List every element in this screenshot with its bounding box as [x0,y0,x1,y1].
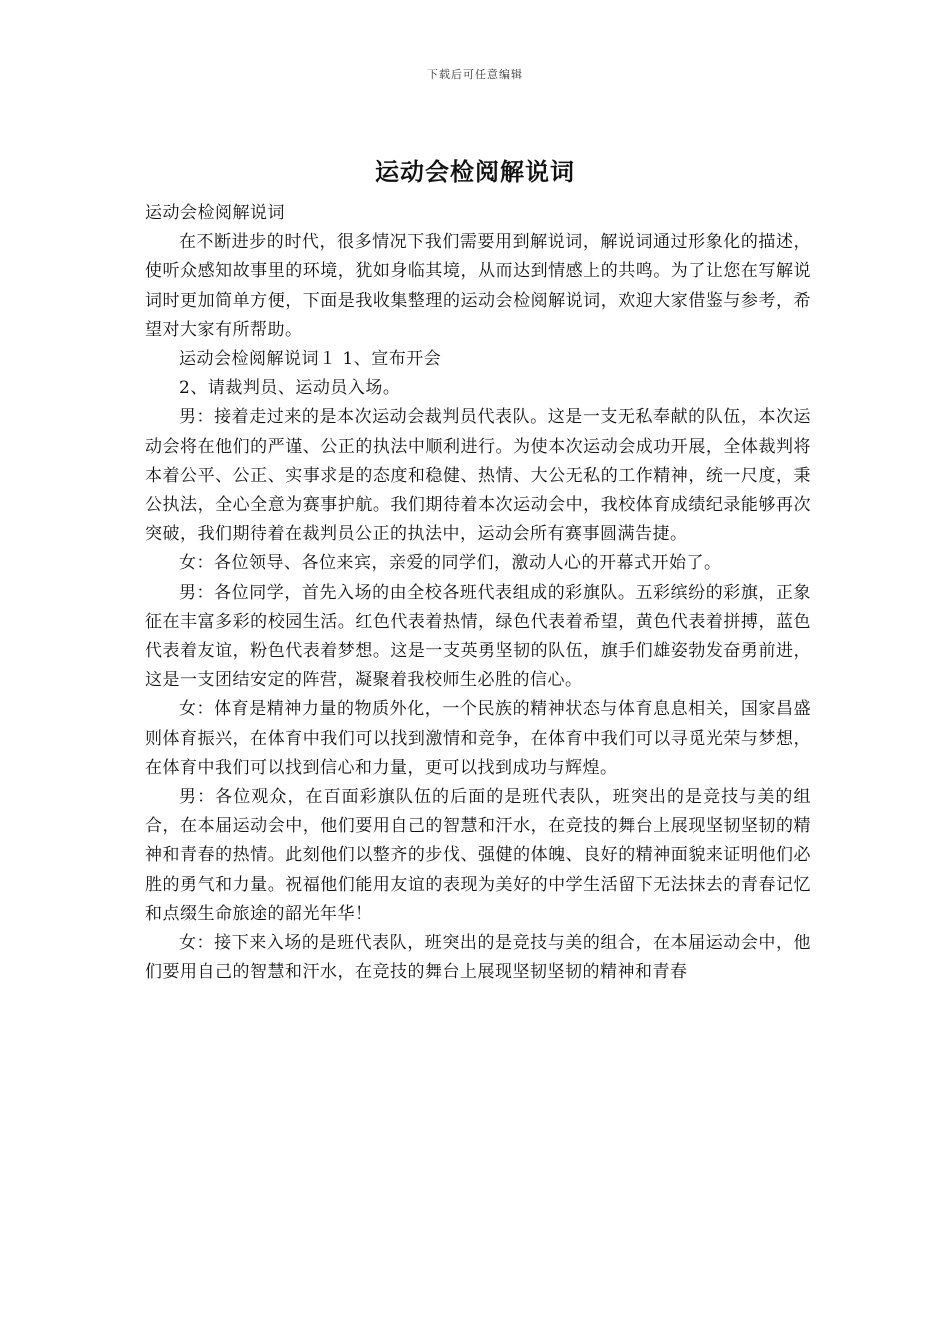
document-body [145,199,811,987]
speech-paragraph: 男：接着走过来的是本次运动会裁判员代表队。这是一支无私奉献的队伍，本次运动会将在他们的严谨、公正的执法中顺利进行。为使本次运动会成功开展，全体裁判将本着公平、公正、实事求是的态度和稳健、热情、大公无私的工作精神，统一尺度，秉公执法，全心全意为赛事护航。我们期待着本次运动会中，我校体育成绩纪录能够再次突破，我们期待着在裁判员公正的执法中，运动会所有赛事圆满告捷。 [145,407,811,545]
speech-paragraph: 女：体育是精神力量的物质外化，一个民族的精神状态与体育息息相关，国家昌盛则体育振兴，在体育中我们可以找到激情和竞争，在体育中我们可以寻觅光荣与梦想，在体育中我们可以找到信心和力量，更可以找到成功与辉煌。 [145,699,811,778]
speech-paragraph: 女：接下来入场的是班代表队，班突出的是竞技与美的组合，在本届运动会中，他们要用自己的智慧和汗水，在竞技的舞台上展现坚韧坚韧的精神和青春 [145,933,811,983]
page-header-note: 下载后可任意编辑 [427,68,523,81]
section-heading: 运动会检阅解说词１ 1、宣布开会 [179,349,442,370]
speech-paragraph: 男：各位同学，首先入场的由全校各班代表组成的彩旗队。五彩缤纷的彩旗，正象征在丰富多彩的校园生活。红色代表着热情，绿色代表着希望，黄色代表着拼搏，蓝色代表着友谊，粉色代表着梦想。这是一支英勇坚韧的队伍，旗手们雄姿勃发奋勇前进，这是一支团结安定的阵营，凝聚着我校师生必胜的信心。 [145,582,811,691]
list-item: 2、请裁判员、运动员入场。 [179,378,401,399]
intro-paragraph: 在不断进步的时代，很多情况下我们需要用到解说词，解说词通过形象化的描述，使听众感知故事里的环境，犹如身临其境，从而达到情感上的共鸣。为了让您在写解说词时更加简单方便，下面是我收集整理的运动会检阅解说词，欢迎大家借鉴与参考，希望对大家有所帮助。 [145,232,811,340]
document-title: 运动会检阅解说词 [375,157,575,186]
speech-paragraph: 女：各位领导、各位来宾，亲爱的同学们，激动人心的开幕式开始了。 [179,553,722,574]
subtitle-line: 运动会检阅解说词 [145,203,285,223]
speech-paragraph: 男：各位观众，在百面彩旗队伍的后面的是班代表队，班突出的是竞技与美的组合，在本届运动会中，他们要用自己的智慧和汗水，在竞技的舞台上展现坚韧坚韧的精神和青春的热情。此刻他们以整齐的步伐、强健的体魄、良好的精神面貌来证明他们必胜的勇气和力量。祝福他们能用友谊的表现为美好的中学生活留下无法抹去的青春记忆和点缀生命旅途的韶光年华！ [145,787,811,924]
